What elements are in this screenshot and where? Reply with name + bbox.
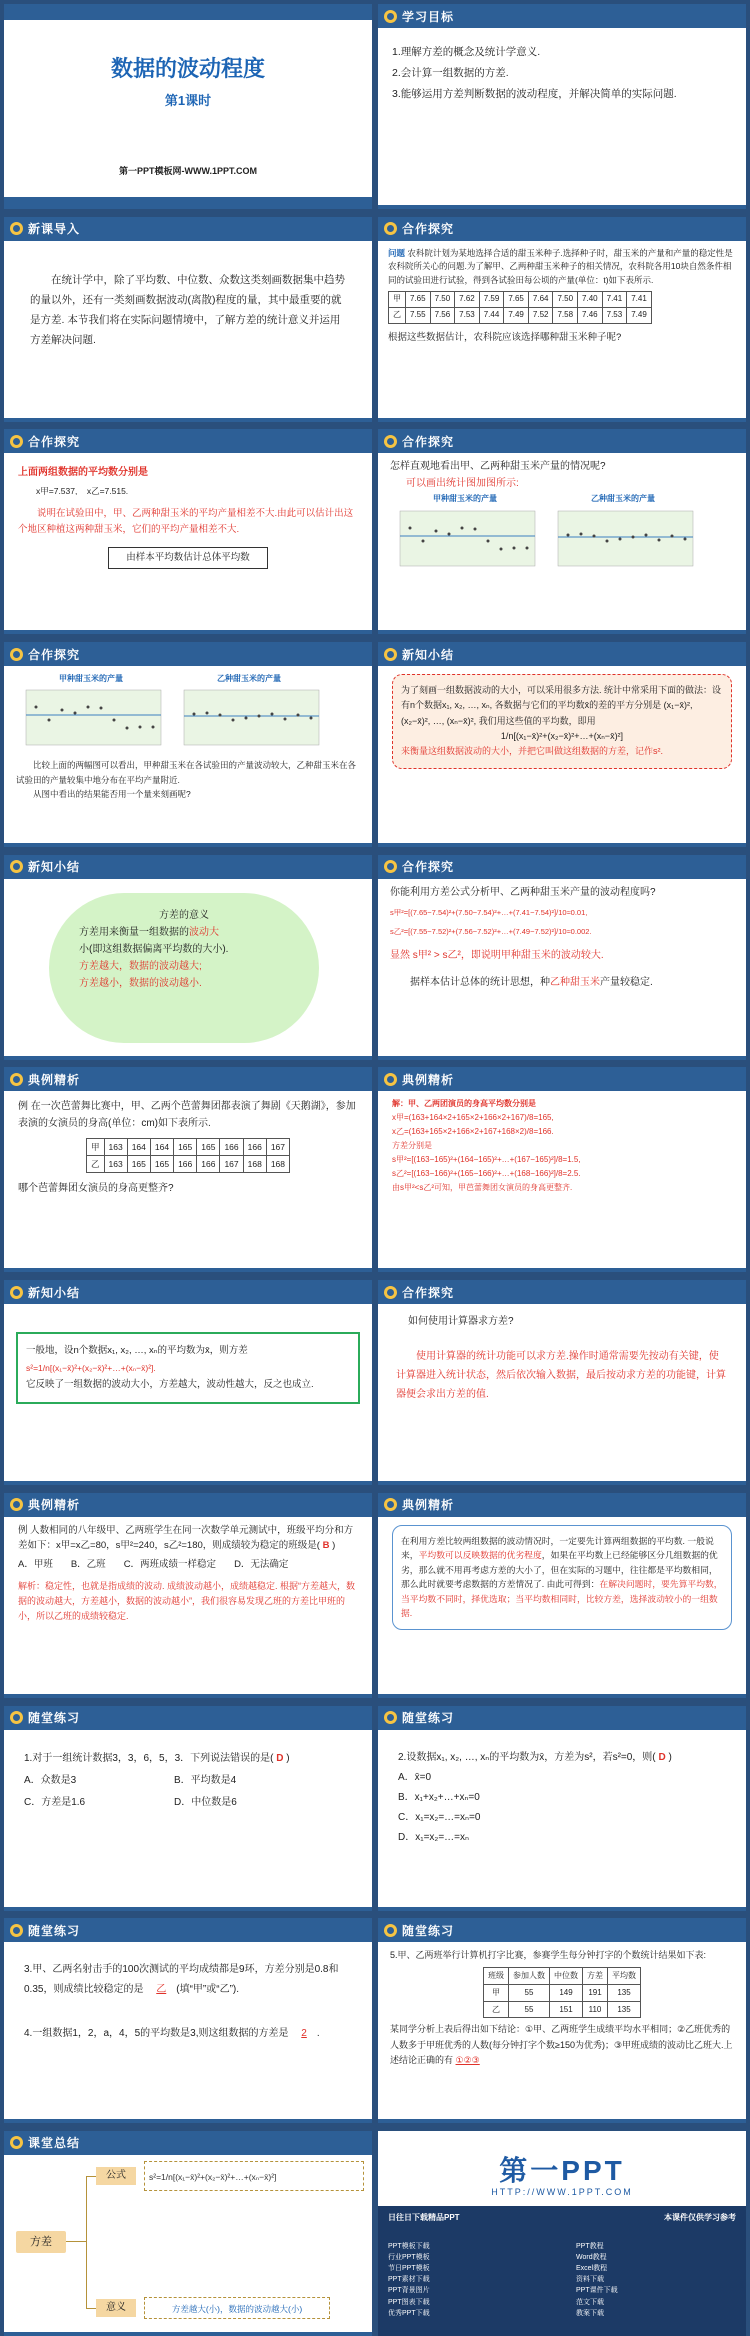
bulb-icon [384, 1924, 397, 1937]
ad-link[interactable]: PPT背景图片 [388, 2287, 430, 2295]
slide-header: 随堂练习 [402, 1711, 455, 1725]
table-cell: 149 [550, 1985, 583, 2002]
means-explain: 说明在试验田中，甲、乙两种甜玉米的平均产量相差不大.由此可以估计出这个地区种植这两种甜玉米，它们的平均产量相差不大. [18, 507, 354, 535]
answer-5: ①②③ [455, 2054, 480, 2065]
slide-header: 典例精析 [402, 1498, 455, 1513]
option-b[interactable]: B．平均数是4 [174, 1774, 237, 1786]
answer: D [276, 1752, 284, 1764]
option-b[interactable]: B．乙班 [70, 1559, 106, 1571]
slide-goals[interactable] [378, 4, 746, 209]
bulb-icon [10, 2136, 23, 2149]
table-cell: 7.49 [504, 308, 529, 324]
table-cell: 中位数 [550, 1968, 583, 1985]
sample-box: 由样本平均数估计总体平均数 [108, 547, 268, 569]
table-cell: 165 [197, 1139, 220, 1156]
bulb-icon [384, 435, 397, 448]
bulb-icon [10, 435, 23, 448]
table-cell: 7.44 [479, 308, 504, 324]
bulb-icon [384, 1498, 397, 1511]
table-cell: 163 [104, 1139, 127, 1156]
table-cell: 7.52 [528, 308, 553, 324]
bulb-icon [10, 648, 23, 661]
meaning-text: 方差越大(小)，数据的波动越大(小) [144, 2297, 330, 2319]
slide-class-summary[interactable] [4, 2131, 372, 2336]
ad-link[interactable]: 范文下载 [576, 2298, 604, 2306]
scatter-yi [548, 506, 698, 576]
slide-header: 新知小结 [28, 1285, 81, 1300]
page-title: 数据的波动程度 [110, 56, 265, 81]
table-cell: 7.40 [578, 292, 603, 308]
table-cell: 55 [509, 1985, 550, 2002]
height-table [86, 1138, 290, 1173]
bulb-icon [10, 1711, 23, 1724]
slide-variance-def[interactable] [378, 642, 746, 847]
summary-box: 一般地，设n个数据x₁, x₂, …, xₙ的平均数为x̄，则方差 s²=1/n[(x₁−x̄)²+(x₂−x̄)²+…+(xₙ−x̄)²]. 它反映了一组数据的波动大小，方差越大，波动性越大，反之也成立. [16, 1332, 360, 1404]
slide-header: 合作探究 [28, 647, 81, 662]
slide-compare[interactable] [4, 642, 372, 847]
table-cell: 166 [174, 1156, 197, 1173]
meaning-cloud: 方差的意义 方差用来衡量一组数据的波动大 小(即这组数据偏离平均数的大小). 方差越大，数据的波动越大; 方差越小，数据的波动越小. [49, 893, 319, 1043]
example-text: 例 在一次芭蕾舞比赛中，甲、乙两个芭蕾舞团都表演了舞剧《天鹅湖》，参加表演的女演员的身高(单位：cm)如下表所示. [18, 1101, 356, 1129]
slide-header: 学习目标 [402, 9, 455, 24]
example2-text: 例 人数相同的八年级甲、乙两班学生在同一次数学单元测试中，班级平均分和方差如下：x甲=x乙=80，s甲²=240，s乙²=180，则成绩较为稳定的班级是( [18, 1524, 354, 1552]
branch-formula: 公式 [96, 2167, 136, 2185]
scatter-jia [390, 506, 540, 576]
table-cell: 7.65 [504, 292, 529, 308]
question-4: 4.一组数据1，2，a，4，5的平均数是3,则这组数据的方差是 [24, 2028, 289, 2040]
question-1: 1.对于一组统计数据3，3，6，5，3．下列说法错误的是( [24, 1752, 274, 1764]
table-cell: 乙 [86, 1156, 104, 1173]
question-2: 2.设数据x₁, x₂, …, xₙ的平均数为x̄，方差为s²，若s²=0，则( [398, 1751, 656, 1763]
bulb-icon [384, 1286, 397, 1299]
slide-summary-formula[interactable] [4, 1280, 372, 1485]
table-cell: 7.53 [455, 308, 480, 324]
bulb-icon [10, 860, 23, 873]
calc-text: 使用计算器的统计功能可以求方差.操作时通常需要先按动有关键，使计算器进入统计状态，然后依次输入数据，最后按动求方差的功能键，计算器便会求出方差的值. [396, 1350, 726, 1400]
slide-example-class[interactable]: 典例精析 例 人数相同的八年级甲、乙两班学生在同一次数学单元测试中，班级平均分和方差如下：x甲=x乙=80，s甲²=240，s乙²=180，则成绩较为稳定的班级是( B ) A．甲班 B．乙班 C．两班成绩一样稳定 D．无法确定 解析：稳定性，也就是指成绩的波动. 成绩波动越小，成绩越稳定. 根据“方差越大，数据的波动越大，方差越小，数据的波动越小”，我们很容易发现乙班的方差比甲班的小，所以乙班的成绩较稳定. [4, 1493, 372, 1698]
table-cell: 7.55 [406, 308, 431, 324]
bulb-icon [384, 860, 397, 873]
answer-3: 乙 [156, 1984, 167, 1996]
ad-link[interactable]: PPT素材下载 [388, 2276, 430, 2284]
ad-link[interactable]: 优秀PPT下载 [388, 2309, 430, 2317]
bulb-icon [10, 1286, 23, 1299]
goal-1: 1.理解方差的概念及统计学意义. [392, 46, 541, 58]
table-cell: 167 [220, 1156, 243, 1173]
table-cell: 7.41 [627, 292, 652, 308]
table-cell: 7.62 [455, 292, 480, 308]
table-cell: 167 [266, 1139, 289, 1156]
solution-line-5: s甲²=[(163−165)²+(164−165)²+…+(167−165)²]/8=1.5, [392, 1155, 581, 1165]
table-cell: 7.58 [553, 308, 578, 324]
slide-problem[interactable] [378, 217, 746, 422]
table-cell: 7.53 [602, 308, 627, 324]
option-c[interactable]: C．x₁=x₂=…=xₙ=0 [398, 1811, 481, 1823]
table-cell: 168 [266, 1156, 289, 1173]
slide-tip[interactable] [378, 1493, 746, 1698]
slide-header: 新课导入 [28, 222, 81, 237]
subtitle: 第1课时 [164, 93, 212, 108]
slide-header: 新知小结 [402, 647, 455, 662]
table-cell: 168 [243, 1156, 266, 1173]
option-a[interactable]: A．x̄=0 [398, 1771, 432, 1783]
slide-practice-1[interactable]: 随堂练习 1.对于一组统计数据3，3，6，5，3．下列说法错误的是( D ) A．众数是3 B．平均数是4 C．方差是1.6 D．中位数是6 [4, 1706, 372, 1911]
slide-intro[interactable] [4, 217, 372, 422]
apply-question: 你能利用方差公式分析甲、乙两种甜玉米产量的波动程度吗? [390, 886, 656, 898]
bulb-icon [384, 648, 397, 661]
mean-yi: x乙=7.515. [86, 485, 129, 496]
option-c[interactable]: C．方差是1.6 [24, 1796, 86, 1808]
table-cell: 165 [127, 1156, 150, 1173]
table-cell: 甲 [389, 292, 406, 308]
slide-header: 随堂练习 [28, 1711, 81, 1725]
slide-header: 合作探究 [402, 222, 455, 237]
calc-question: 如何使用计算器求方差? [408, 1316, 514, 1328]
table-cell: 7.49 [627, 308, 652, 324]
question-5: 5.甲、乙两班举行计算机打字比赛，参赛学生每分钟打字的个数统计结果如下表: [390, 1950, 707, 1961]
option-c[interactable]: C．两班成绩一样稳定 [123, 1559, 217, 1571]
mean-jia: x甲=7.537, [36, 485, 78, 496]
bulb-icon [384, 1073, 397, 1086]
table-cell: 乙 [484, 2001, 509, 2018]
ad-link[interactable]: 教案下载 [576, 2309, 604, 2317]
table-cell: 7.50 [430, 292, 455, 308]
option-b[interactable]: B．x₁+x₂+…+xₙ=0 [398, 1791, 480, 1803]
table-cell: 135 [608, 2001, 641, 2018]
ad-link[interactable]: PPT课件下载 [576, 2287, 618, 2295]
option-a[interactable]: A．甲班 [18, 1559, 53, 1571]
bulb-icon [10, 1498, 23, 1511]
solution-line-3: x乙=(163+165×2+166×2+167+168×2)/8=166. [392, 1127, 554, 1137]
table-cell: 165 [150, 1156, 173, 1173]
ad-link[interactable]: 节日PPT模板 [388, 2265, 430, 2273]
table-cell: 甲 [484, 1985, 509, 2002]
site-text: 第一PPT模板网-WWW.1PPT.COM [119, 166, 257, 176]
table-cell: 165 [174, 1139, 197, 1156]
variance-jia: s甲²=[(7.65−7.54)²+(7.50−7.54)²+…+(7.41−7.54)²]/10≈0.01, [390, 908, 588, 918]
ad-link[interactable]: Word教程 [576, 2253, 607, 2261]
typing-table [483, 1967, 641, 2018]
slide-header: 随堂练习 [402, 1923, 455, 1938]
problem-question: 根据这些数据估计，农科院应该选择哪种甜玉米种子呢? [388, 332, 622, 344]
chart-question: 怎样直观地看出甲、乙两种甜玉米产量的情况呢? [390, 461, 606, 473]
problem-label: 问题 [388, 247, 406, 258]
tip-box: 在利用方差比较两组数据的波动情况时，一定要先计算两组数据的平均数. 一般说来，平均数可以反映数据的优劣程度，如果在平均数上已经能够区分几组数据的优劣，那么就不用再考虑方差的大小了，但在实际的习题中，往往都是平均数相同，那么此时就要考虑数据的方差情况了. 由此可得到：在解决问题时，要先算平均数，当平均数不同时，择优选取；当平均数相同时，比较方差，选择波动较小的一组数据. [392, 1525, 732, 1630]
yield-table [388, 291, 652, 324]
answer: B [322, 1540, 330, 1552]
slide-header: 合作探究 [402, 434, 455, 449]
variance-yi: s乙²=[(7.55−7.52)²+(7.56−7.52)²+…+(7.49−7.52)²]/10≈0.002. [390, 926, 592, 936]
slide-header: 典例精析 [28, 1498, 81, 1513]
slide-header: 随堂练习 [28, 1923, 81, 1938]
table-cell: 7.56 [430, 308, 455, 324]
slide-header: 合作探究 [402, 860, 455, 875]
example-question: 哪个芭蕾舞团女演员的身高更整齐? [18, 1183, 174, 1195]
slide-apply-formula[interactable]: 合作探究 你能利用方差公式分析甲、乙两种甜玉米产量的波动程度吗? s甲²=[(7.65−7.54)²+(7.50−7.54)²+…+(7.41−7.54)²]/10≈0.01, s乙²=[(7.55−7.52)²+(7.56−7.52)²+…+(7.49−7.52)²]/10≈0.002. 显然 s甲² > s乙²，即说明甲种甜玉米的波动较大. 据样本估计总体的统计思想，种乙种甜玉米产量较稳定. [378, 855, 746, 1060]
solution-line-1: 解：甲、乙两团演员的身高平均数分别是 [392, 1099, 536, 1109]
slide-example-ballet[interactable] [4, 1067, 372, 1272]
slide-header: 合作探究 [402, 1285, 455, 1300]
solution-line-7: 由s甲²<s乙²可知，甲芭蕾舞团女演员的身高更整齐. [392, 1183, 573, 1193]
compare-question: 从图中看出的结果能否用一个量来刻画呢? [33, 788, 191, 799]
bulb-icon [10, 1924, 23, 1937]
option-d[interactable]: D．无法确定 [234, 1559, 289, 1571]
ad-url[interactable]: HTTP://WWW.1PPT.COM [491, 2186, 633, 2197]
table-cell: 166 [220, 1139, 243, 1156]
slide-header: 课堂总结 [28, 2136, 81, 2151]
table-cell: 7.65 [406, 292, 431, 308]
answer: D [658, 1751, 666, 1763]
chart-jia: 甲种甜玉米的产量 [390, 492, 540, 576]
chart-jia-2: 甲种甜玉米的产量 [16, 672, 166, 756]
option-a[interactable]: A．众数是3 [24, 1774, 77, 1786]
option-d[interactable]: D．中位数是6 [174, 1796, 237, 1808]
slide-means[interactable] [4, 429, 372, 634]
solution-line-4: 方差分别是 [392, 1141, 432, 1151]
slide-practice-5[interactable] [378, 1918, 746, 2123]
option-d[interactable]: D．x₁=x₂=…=xₙ [398, 1831, 469, 1843]
table-cell: 135 [608, 1985, 641, 2002]
ad-link[interactable]: Excel教程 [576, 2265, 608, 2273]
ad-link[interactable]: 行业PPT模板 [388, 2253, 430, 2261]
slide-header: 典例精析 [28, 1072, 81, 1087]
compare-text: 比较上面的两幅图可以看出，甲种甜玉米在各试验田的产量波动较大，乙种甜玉米在各试验田的产量较集中地分布在平均产量附近. [16, 760, 357, 785]
question-3: 3.甲、乙两名射击手的100次测试的平均成绩都是9环，方差分别是0.8和0.35，则成绩比较稳定的是 [24, 1964, 339, 1996]
chart-yi: 乙种甜玉米的产量 [548, 492, 698, 576]
goal-2: 2.会计算一组数据的方差. [392, 67, 509, 79]
chart-hint: 可以画出统计图加图所示: [406, 477, 519, 489]
table-cell: 110 [583, 2001, 608, 2018]
ad-link[interactable]: PPT图表下载 [388, 2298, 430, 2306]
table-cell: 166 [243, 1139, 266, 1156]
bulb-icon [10, 1073, 23, 1086]
ad-heading-left: 日往日下载精品PPT [388, 2212, 460, 2222]
answer-4: 2 [301, 2028, 307, 2040]
solution-line-2: x甲=(163+164×2+165×2+166×2+167)/8=165, [392, 1113, 554, 1123]
slide-header: 合作探究 [28, 434, 81, 449]
table-cell: 7.59 [479, 292, 504, 308]
slide-header: 新知小结 [28, 860, 81, 875]
slide-header: 典例精析 [402, 1072, 455, 1087]
table-cell: 163 [104, 1156, 127, 1173]
table-cell: 191 [583, 1985, 608, 2002]
table-cell: 7.41 [602, 292, 627, 308]
table-cell: 7.64 [528, 292, 553, 308]
summary-root: 方差 [16, 2231, 66, 2253]
apply-conclusion: 显然 s甲² > s乙²，即说明甲种甜玉米的波动较大. [390, 950, 604, 961]
table-cell: 方差 [583, 1968, 608, 1985]
slide-meaning[interactable] [4, 855, 372, 1060]
bulb-icon [384, 1711, 397, 1724]
bulb-icon [10, 222, 23, 235]
table-cell: 甲 [86, 1139, 104, 1156]
table-cell: 参加人数 [509, 1968, 550, 1985]
intro-text: 在统计学中，除了平均数、中位数、众数这类刻画数据集中趋势的量以外，还有一类刻画数据波动(离散)程度的量，其中最重要的就是方差. 本节我们将在实际问题情境中，了解方差的统计意义并运用方差解决问题. [30, 273, 345, 346]
solution-line-6: s乙²=[(163−166)²+(165−166)²+…+(168−166)²]/8=2.5. [392, 1169, 581, 1179]
slide-calculator[interactable] [378, 1280, 746, 1485]
bulb-icon [384, 10, 397, 23]
means-intro: 上面两组数据的平均数分别是 [18, 467, 148, 479]
table-cell: 164 [150, 1139, 173, 1156]
ad-logo: 第一PPT [499, 2154, 625, 2186]
slide-ad[interactable] [378, 2131, 746, 2336]
table-cell: 班级 [484, 1968, 509, 1985]
chart-yi-2: 乙种甜玉米的产量 [174, 672, 324, 756]
formula-text: s²=1/n[(x₁−x̄)²+(x₂−x̄)²+…+(xₙ−x̄)²] [144, 2161, 364, 2191]
definition-box: 为了刻画一组数据波动的大小，可以采用很多方法. 统计中常采用下面的做法：设有n个数据x₁, x₂, …, xₙ, 各数据与它们的平均数x̄的差的平方分别是 (x₁−x̄)², (x₂−x̄)², …, (xₙ−x̄)², 我们用这些值的平均数，即用 1/n[(x₁−x̄)²+(x₂−x̄)²+…+(xₙ−x̄)²] 来衡量这组数据波动的大小，并把它叫做这组数据的方差，记作s². [392, 674, 732, 768]
branch-meaning: 意义 [96, 2299, 136, 2317]
bulb-icon [384, 222, 397, 235]
ad-link[interactable]: 资料下载 [576, 2276, 604, 2284]
slide-solution-ballet[interactable] [378, 1067, 746, 1272]
ad-link[interactable]: PPT模板下载 [388, 2242, 430, 2250]
problem-text: 农科院计划为某地选择合适的甜玉米种子.选择种子时，甜玉米的产量和产量的稳定性是农科院所关心的问题.为了解甲、乙两种甜玉米种子的相关情况，农科院各用10块自然条件相同的试验田进行试验，得到各试验田每公顷的产量(单位：t)如下表所示. [388, 247, 733, 285]
goal-3: 3.能够运用方差判断数据的波动程度，并解决简单的实际问题. [392, 88, 677, 100]
table-cell: 164 [127, 1139, 150, 1156]
table-cell: 平均数 [608, 1968, 641, 1985]
slide-practice-2[interactable]: 随堂练习 2.设数据x₁, x₂, …, xₙ的平均数为x̄，方差为s²，若s²=0，则( D ) A．x̄=0 B．x₁+x₂+…+xₙ=0 C．x₁=x₂=…=xₙ=0 D．x₁=x₂=…=xₙ [378, 1706, 746, 1911]
table-cell: 7.46 [578, 308, 603, 324]
ad-heading-right: 本课件仅供学习参考 [664, 2212, 736, 2222]
table-cell: 151 [550, 2001, 583, 2018]
table-cell: 7.50 [553, 292, 578, 308]
question-5-analysis: 某同学分析上表后得出如下结论：①甲、乙两班学生成绩平均水平相同；②乙班优秀的人数多于甲班优秀的人数(每分钟打字个数≥150为优秀)；③甲班成绩的波动比乙班大.上述结论正确的有 [390, 2024, 733, 2065]
table-cell: 乙 [389, 308, 406, 324]
slide-practice-3[interactable]: 随堂练习 3.甲、乙两名射击手的100次测试的平均成绩都是9环，方差分别是0.8和0.35，则成绩比较稳定的是 乙 (填“甲”或“乙”). 4.一组数据1，2，a，4，5的平均数是3,则这组数据的方差是 2 . [4, 1918, 372, 2123]
ad-link[interactable]: PPT教程 [576, 2242, 604, 2250]
analysis: 解析：稳定性，也就是指成绩的波动. 成绩波动越小，成绩越稳定. 根据“方差越大，数据的波动越大，方差越小，数据的波动越小”，我们很容易发现乙班的方差比甲班的小，所以乙班的成绩较稳定. [18, 1580, 356, 1621]
slide-title[interactable] [4, 4, 372, 209]
slide-charts[interactable] [378, 429, 746, 634]
table-cell: 166 [197, 1156, 220, 1173]
table-cell: 55 [509, 2001, 550, 2018]
